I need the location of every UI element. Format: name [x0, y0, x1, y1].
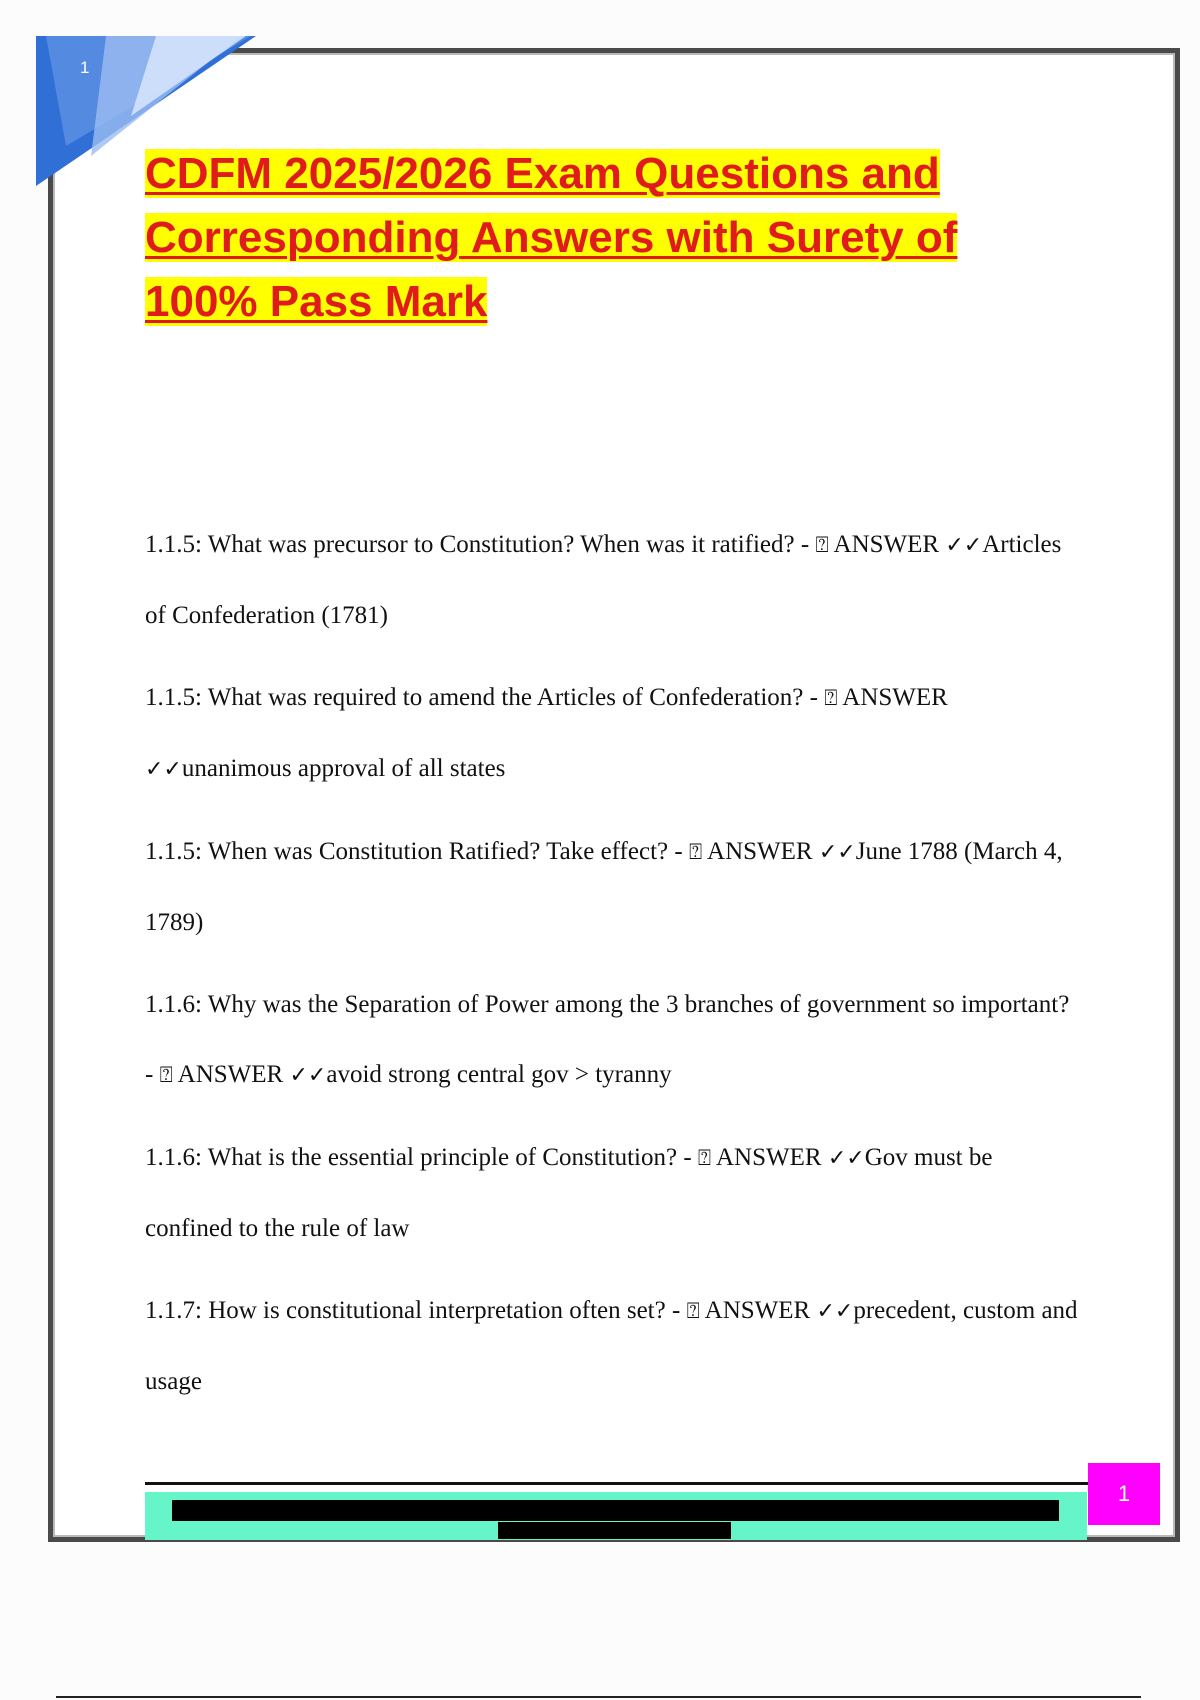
- qa-item: [145, 817, 1080, 958]
- answer-label: ANSWER: [177, 1061, 284, 1088]
- question-text: 1.1.6: Why was the Separation of Power among the 3 branches of government so important? -: [145, 991, 1070, 1088]
- answer-text: June 1788 (March 4, 1789): [145, 838, 1063, 936]
- answer-text: precedent, custom and usage: [145, 1297, 1078, 1395]
- bottom-divider: [56, 1696, 1141, 1698]
- answer-label: ANSWER: [707, 838, 813, 865]
- corner-page-number: 1: [80, 58, 90, 77]
- answer-marker-icon: ⍰: [688, 840, 703, 865]
- answer-label: ANSWER: [716, 1144, 822, 1171]
- double-check-icon: ✓✓: [145, 757, 182, 782]
- double-check-icon: ✓✓: [289, 1063, 327, 1088]
- double-check-icon: ✓✓: [945, 533, 983, 558]
- qa-item: [145, 1123, 1080, 1264]
- footer-redaction-bar: [172, 1500, 1059, 1521]
- page-number: 1: [1117, 1481, 1131, 1506]
- answer-label: ANSWER: [833, 531, 940, 558]
- footer-rule: [145, 1482, 1095, 1485]
- question-text: 1.1.5: What was precursor to Constitution? When was it ratified? -: [145, 531, 810, 558]
- double-check-icon: ✓✓: [816, 1299, 854, 1324]
- qa-item: [145, 970, 1080, 1111]
- question-text: 1.1.5: What was required to amend the Articles of Confederation? -: [145, 684, 818, 711]
- answer-marker-icon: ⍰: [824, 686, 838, 711]
- answer-marker-icon: ⍰: [815, 533, 829, 558]
- qa-item: [145, 510, 1080, 651]
- document-title-text: CDFM 2025/2026 Exam Questions and Corresponding Answers with Surety of 100% Pass Mark: [145, 149, 958, 326]
- qa-list: [145, 510, 1080, 1429]
- qa-item: [145, 1276, 1080, 1417]
- qa-item: [145, 663, 1080, 805]
- answer-text: Articles of Confederation (1781): [145, 531, 1062, 629]
- question-text: 1.1.7: How is constitutional interpretation often set? -: [145, 1297, 681, 1324]
- footer-redaction-bar: [498, 1522, 731, 1539]
- question-text: 1.1.5: When was Constitution Ratified? Take effect? -: [145, 838, 683, 865]
- double-check-icon: ✓✓: [818, 840, 856, 865]
- answer-label: ANSWER: [842, 684, 948, 711]
- page-number-badge: [1088, 1463, 1160, 1525]
- answer-marker-icon: ⍰: [159, 1063, 173, 1088]
- answer-text: Gov must be confined to the rule of law: [145, 1144, 993, 1242]
- answer-text: avoid strong central gov > tyranny: [326, 1061, 672, 1088]
- double-check-icon: ✓✓: [827, 1146, 865, 1171]
- document-title: [145, 142, 1075, 334]
- answer-text: unanimous approval of all states: [181, 755, 506, 782]
- question-text: 1.1.6: What is the essential principle of Constitution? -: [145, 1144, 692, 1171]
- answer-marker-icon: ⍰: [697, 1146, 712, 1171]
- answer-label: ANSWER: [704, 1297, 811, 1324]
- answer-marker-icon: ⍰: [686, 1299, 700, 1324]
